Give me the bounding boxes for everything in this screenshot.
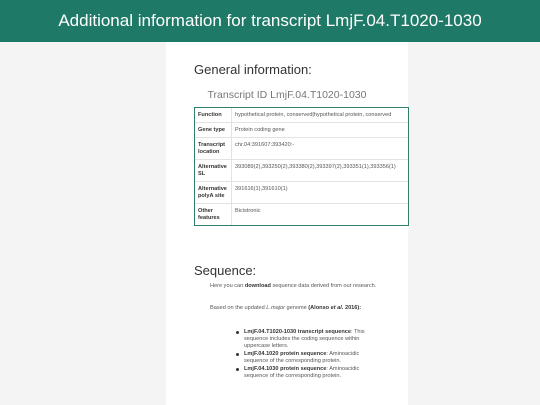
table-row (195, 182, 408, 204)
bullet-icon (236, 331, 239, 334)
row-label-function: Function (195, 108, 232, 123)
row-label-alternative-sl: Alternative SL (195, 160, 232, 182)
protein-1020-link[interactable]: LmjF.04.1020 protein sequence (244, 351, 327, 357)
row-value-alternative-polya: 391616(1),391610(1) (232, 182, 409, 204)
page-header (0, 0, 540, 42)
row-value-function: hypothetical protein, conserved|hypothetical protein, conserved (232, 108, 409, 123)
table-row (195, 123, 408, 138)
list-item (236, 366, 376, 380)
row-label-gene-type: Gene type (195, 123, 232, 138)
download-text-before: Here you can (210, 283, 245, 289)
download-paragraph (210, 283, 400, 291)
genome-text-mid: genome (284, 305, 309, 311)
transcript-id: Transcript ID LmjF.04.T1020-1030 (207, 89, 367, 101)
row-value-alternative-sl: 393089(2),393250(2),393380(2),393397(2),393351(1),393356(1) (232, 160, 409, 182)
list-item-desc: : This sequence includes the coding sequence within uppercase letters. (244, 329, 365, 349)
list-item (236, 351, 376, 365)
list-item-desc: : Aminoacidic sequence of the corresponding protein. (244, 366, 360, 379)
citation-etal: et al. (330, 305, 344, 311)
table-row (195, 204, 408, 226)
table-row (195, 108, 408, 123)
row-value-gene-type: Protein coding gene (232, 123, 409, 138)
genome-paragraph (210, 305, 410, 313)
bullet-icon (236, 368, 239, 371)
info-table-box (194, 107, 409, 226)
page-title: Additional information for transcript LmjF.04.T1020-1030 (58, 11, 482, 30)
row-value-transcript-location: chr.04:391607:393420:- (232, 138, 409, 160)
download-link[interactable]: download (244, 283, 271, 289)
download-text-after: sequence data derived from our research. (270, 283, 377, 289)
genome-text-before: Based on the updated (210, 305, 267, 311)
general-info-heading: General information: (194, 62, 312, 77)
table-row (195, 138, 408, 160)
info-table (195, 108, 408, 225)
sequence-list (236, 329, 376, 381)
bullet-icon (236, 353, 239, 356)
citation (308, 305, 361, 311)
transcript-sequence-link[interactable]: LmjF.04.T1020-1030 transcript sequence (244, 329, 351, 335)
row-label-other-features: Other features (195, 204, 232, 226)
list-item (236, 329, 376, 350)
protein-1030-link[interactable]: LmjF.04.1030 protein sequence (244, 366, 327, 372)
sequence-heading: Sequence: (194, 263, 257, 278)
content-panel (166, 42, 408, 405)
list-item-desc: : Aminoacidic sequence of the corresponding protein. (244, 351, 360, 364)
row-label-alternative-polya: Alternative polyA site (195, 182, 232, 204)
citation-author: (Alonso (308, 305, 331, 311)
species-name: L.major (266, 305, 285, 311)
row-label-transcript-location: Transcript location (195, 138, 232, 160)
table-row (195, 160, 408, 182)
row-value-other-features: Bicistronic (235, 207, 261, 214)
citation-year: 2016): (343, 305, 362, 311)
